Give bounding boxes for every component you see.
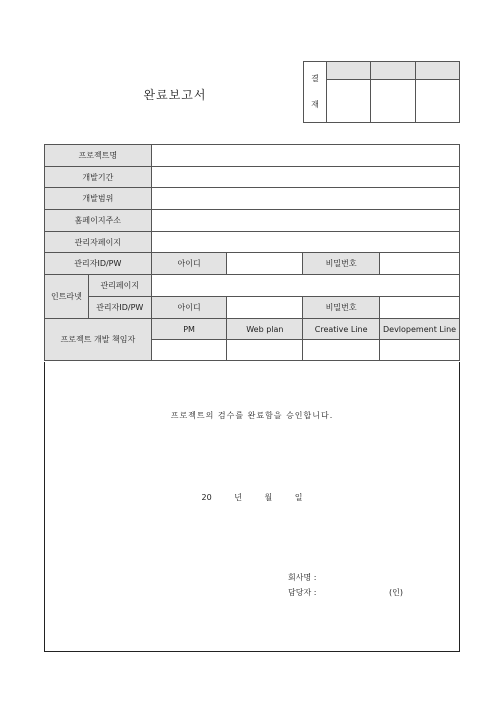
- intranet-label: 인트라넷: [45, 275, 89, 319]
- date-month-unit: 월: [264, 493, 273, 502]
- homepage-address-label: 홈페이지주소: [45, 210, 152, 232]
- intranet-pw-label: 비밀번호: [303, 297, 380, 319]
- admin-page-field[interactable]: [151, 232, 459, 253]
- dev-lead-label: 프로젝트 개발 책임자: [45, 319, 152, 361]
- admin-id-label: 아이디: [151, 253, 227, 275]
- role-web-plan: Web plan: [227, 319, 303, 340]
- dev-period-label: 개발기간: [45, 167, 152, 188]
- date-day-unit: 일: [294, 493, 303, 502]
- statement-text: 프로젝트의 검수를 완료함을 승인합니다.: [170, 411, 334, 420]
- role-web-plan-field[interactable]: [227, 340, 303, 361]
- approval-header-2: [371, 62, 415, 80]
- intranet-admin-page-label: 관리페이지: [88, 275, 151, 297]
- project-name-field[interactable]: [151, 145, 459, 167]
- homepage-address-field[interactable]: [151, 210, 459, 232]
- approval-header-1: [327, 62, 371, 80]
- manager-label: 담당자 :: [288, 588, 317, 597]
- admin-id-field[interactable]: [227, 253, 303, 275]
- manager-line: [288, 587, 326, 598]
- role-pm-field[interactable]: [151, 340, 227, 361]
- dev-scope-label: 개발범위: [45, 188, 152, 210]
- approval-header-3: [415, 62, 459, 80]
- company-label: 회사명 :: [288, 573, 317, 582]
- role-creative-line-field[interactable]: [303, 340, 380, 361]
- intranet-id-field[interactable]: [227, 297, 303, 319]
- role-creative-line: Creative Line: [303, 319, 380, 340]
- intranet-admin-page-field[interactable]: [151, 275, 459, 297]
- approval-statement: [44, 362, 460, 652]
- project-name-label: 프로젝트명: [45, 145, 152, 167]
- date-year: 20: [201, 493, 212, 502]
- approval-sign-1[interactable]: [327, 80, 371, 123]
- date-line: [45, 492, 459, 503]
- intranet-pw-field[interactable]: [380, 297, 460, 319]
- role-development-line-field[interactable]: [380, 340, 460, 361]
- dev-scope-field[interactable]: [151, 188, 459, 210]
- date-year-unit: 년: [234, 493, 242, 502]
- role-development-line: Devlopement Line: [380, 319, 460, 340]
- admin-idpw-label: 관리자ID/PW: [45, 253, 152, 275]
- admin-page-label: 관리자페이지: [45, 232, 152, 253]
- admin-pw-label: 비밀번호: [303, 253, 380, 275]
- role-pm: PM: [151, 319, 227, 340]
- intranet-id-label: 아이디: [151, 297, 227, 319]
- approval-label: 결 재: [304, 62, 327, 123]
- dev-period-field[interactable]: [151, 167, 459, 188]
- page-title: 완료보고서: [143, 88, 207, 102]
- approval-sign-3[interactable]: [415, 80, 459, 123]
- approval-sign-2[interactable]: [371, 80, 415, 123]
- company-line: [288, 572, 326, 583]
- seal-mark: (인): [389, 588, 403, 597]
- intranet-admin-idpw-label: 관리자ID/PW: [88, 297, 151, 319]
- info-table: [44, 144, 460, 361]
- approval-box: [303, 61, 460, 123]
- admin-pw-field[interactable]: [380, 253, 460, 275]
